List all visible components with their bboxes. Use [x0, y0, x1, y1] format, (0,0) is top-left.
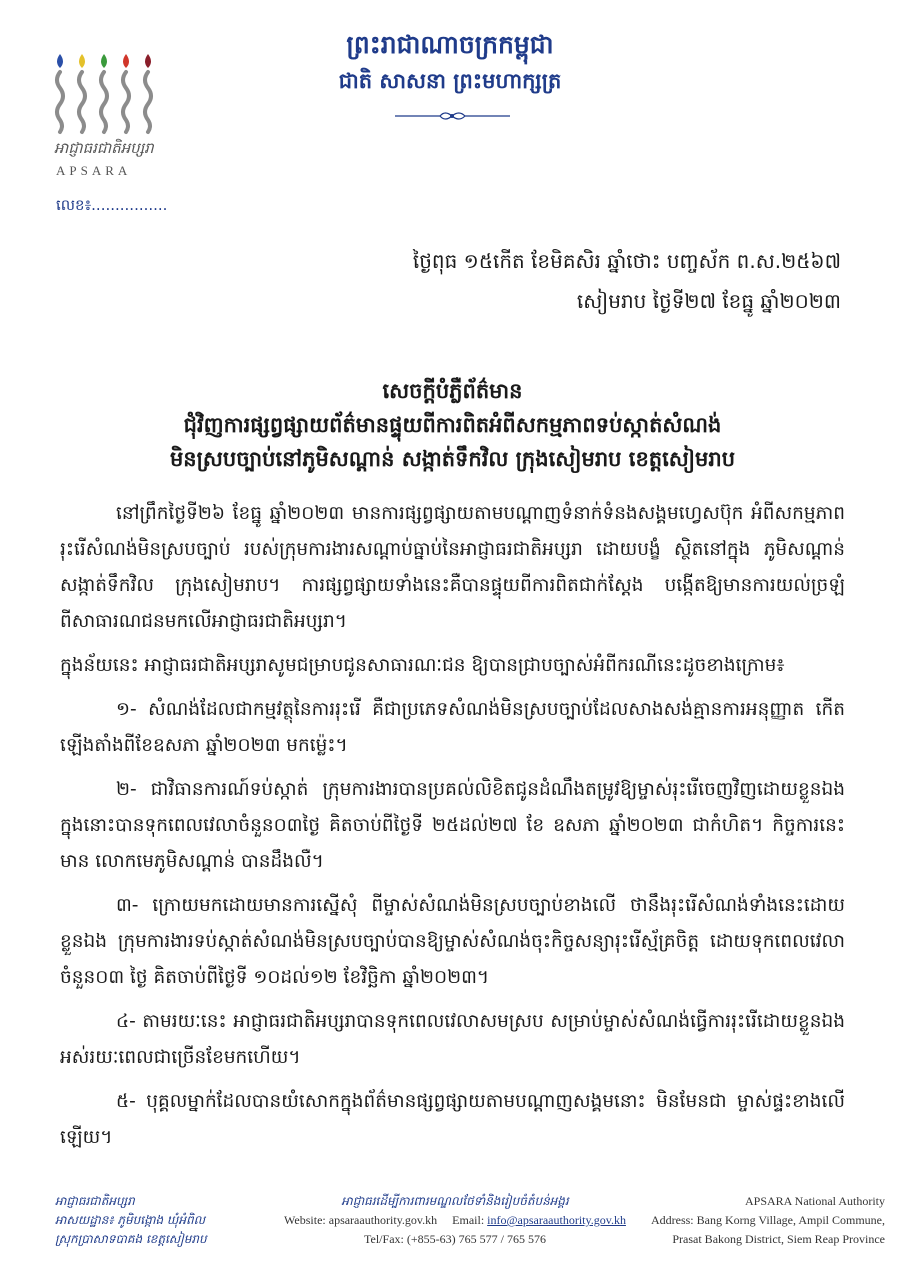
wave-stroke-icon	[101, 72, 107, 132]
intro-paragraph: នៅព្រឹកថ្ងៃទី២៦ ខែធ្នូ ឆ្នាំ២០២៣ មានការផ្សព្វផ្សាយតាមបណ្ដាញទំនាក់ទំនងសង្គមហ្វេសប៊ុក អំពីសកម្មភាព រុះរើសំណង់មិនស្របច្បាប់ របស់ក្រុមការងារសណ្ដាប់ធ្នាប់នៃអាជ្ញាធរជាតិអប្សរា ដោយបង្ខំ ស្ថិតនៅក្នុង ភូមិសណ្ដាន់ សង្កាត់ទឹកវិល ក្រុងសៀមរាប។ ការផ្សព្វផ្សាយទាំងនេះគឺបានផ្ទុយពីការពិតជាក់ស្ដែង បង្កើតឱ្យមានការយល់ច្រឡំពីសាធារណជនមកលើអាជ្ញាធរជាតិអប្សរា។	[60, 503, 845, 632]
footer-english-address	[651, 1192, 885, 1249]
footer-right-line-1: APSARA National Authority	[744, 1194, 885, 1208]
footer-khmer-address	[55, 1192, 207, 1249]
footer-authority-name: អាជ្ញាធរដើម្បីការពារមណ្ឌលថែទាំនិងរៀបចំតំបន់អង្គរ	[341, 1194, 569, 1208]
footer-contact	[245, 1192, 665, 1249]
footer-email-label: Email:	[452, 1213, 485, 1227]
solar-date: សៀមរាប ថ្ងៃទី២៧ ខែធ្នូ ឆ្នាំ២០២៣	[576, 289, 841, 313]
flame-icon	[79, 54, 85, 68]
footer-telfax: Tel/Fax: (+855-63) 765 577 / 765 576	[364, 1232, 546, 1246]
apsara-flames-icon	[48, 52, 163, 137]
lunar-date: ថ្ងៃពុធ ១៥កើត ខែមិគសិរ ឆ្នាំថោះ បញ្ចស័ក ព.ស.២៥៦៧	[412, 249, 841, 273]
wave-stroke-icon	[79, 72, 85, 132]
point-1: ១- សំណង់ដែលជាកម្មវត្ថុនៃការរុះរើ គឺជាប្រភេទសំណង់មិនស្របច្បាប់ដែលសាងសង់គ្មានការអនុញ្ញាត កើតឡើងតាំងពីខែឧសភា ឆ្នាំ២០២៣ មកម្ល៉េះ។	[60, 699, 845, 756]
reference-number: លេខ៖................	[56, 196, 168, 214]
footer-left-line-2: អាសយដ្ឋាន៖ ភូមិបង្កោង ឃុំអំពិល	[55, 1213, 206, 1227]
apsara-logo	[48, 52, 168, 179]
flame-icon	[145, 54, 151, 68]
wave-stroke-icon	[145, 72, 151, 132]
flame-icon	[101, 54, 107, 68]
footer-right-line-2: Address: Bang Korng Village, Ampil Commune,	[650, 1213, 885, 1227]
document-subtitle-line-2: មិនស្របច្បាប់នៅភូមិសណ្ដាន់ សង្កាត់ទឹកវិល ក្រុងសៀមរាប ខេត្តសៀមរាប	[169, 447, 736, 471]
footer-left-line-3: ស្រុកប្រាសាទបាគង ខេត្តសៀមរាប	[55, 1232, 207, 1246]
logo-khmer-name: អាជ្ញាធរជាតិអប្សរា	[54, 139, 154, 157]
document-title: សេចក្តីបំភ្លឺព័ត៌មាន	[382, 379, 523, 403]
point-5: ៥- បុគ្គលម្នាក់ដែលបានយំសោកក្នុងព័ត៌មានផ្សព្វផ្សាយតាមបណ្ដាញសង្គមនោះ មិនមែនជា ម្ចាស់ផ្ទះខាងលើឡើយ។	[60, 1091, 845, 1148]
point-2: ២- ជាវិធានការណ៍ទប់ស្កាត់ ក្រុមការងារបានប្រគល់លិខិតជូនដំណឹងតម្រូវឱ្យម្ចាស់រុះរើចេញវិញដោយខ្លួនឯង ក្នុងនោះបានទុកពេលវេលាចំនួន០៣ថ្ងៃ គិតចាប់ពីថ្ងៃទី ២៥ដល់២៧ ខែ ឧសភា ឆ្នាំ២០២៣ ជាកំហិត។ កិច្ចការនេះមាន លោកមេភូមិសណ្ដាន់ បានដឹងលឺ។	[60, 779, 845, 872]
ornament-divider-icon	[395, 108, 510, 128]
flame-icon	[123, 54, 129, 68]
logo-english-name: APSARA	[56, 163, 132, 178]
wave-stroke-icon	[57, 72, 63, 132]
document-body	[60, 496, 845, 1164]
context-paragraph: ក្នុងន័យនេះ អាជ្ញាធរជាតិអប្សរាសូមជម្រាបជូនសាធារណៈជន ឱ្យបានជ្រាបច្បាស់អំពីករណីនេះដូចខាងក្រោម៖	[60, 655, 785, 676]
point-4: ៤- តាមរយៈនេះ អាជ្ញាធរជាតិអប្សរាបានទុកពេលវេលាសមស្រប សម្រាប់ម្ចាស់សំណង់ធ្វើការរុះរើដោយខ្លួនឯងអស់រយៈពេលជាច្រើនខែមកហើយ។	[60, 1011, 845, 1068]
footer-website[interactable]: Website: apsaraauthority.gov.kh	[284, 1213, 438, 1227]
wave-stroke-icon	[123, 72, 129, 132]
footer-email-link[interactable]: info@apsaraauthority.gov.kh	[487, 1213, 626, 1227]
document-subtitle-line-1: ជុំវិញការផ្សព្វផ្សាយព័ត៌មានផ្ទុយពីការពិតអំពីសកម្មភាពទប់ស្កាត់សំណង់	[183, 413, 722, 437]
flame-icon	[57, 54, 63, 68]
point-3: ៣- ក្រោយមកដោយមានការស្នើសុំ ពីម្ចាស់សំណង់មិនស្របច្បាប់ខាងលើ ថានឹងរុះរើសំណង់ទាំងនេះដោយខ្លួនឯង ក្រុមការងារទប់ស្កាត់សំណង់មិនស្របច្បាប់បានឱ្យម្ចាស់សំណង់ចុះកិច្ចសន្យារុះរើស្ម័គ្រចិត្ត ដោយទុកពេលវេលា ចំនួន០៣ ថ្ងៃ គិតចាប់ពីថ្ងៃទី ១០ដល់១២ ខែវិច្ឆិកា ឆ្នាំ២០២៣។	[60, 895, 845, 988]
national-motto: ជាតិ សាសនា ព្រះមហាក្សត្រ	[338, 69, 562, 93]
kingdom-heading: ព្រះរាជាណាចក្រកម្ពុជា	[346, 30, 554, 59]
footer-right-line-3: Prasat Bakong District, Siem Reap Province	[672, 1232, 885, 1246]
footer-left-line-1: អាជ្ញាធរជាតិអប្សរា	[55, 1194, 135, 1208]
